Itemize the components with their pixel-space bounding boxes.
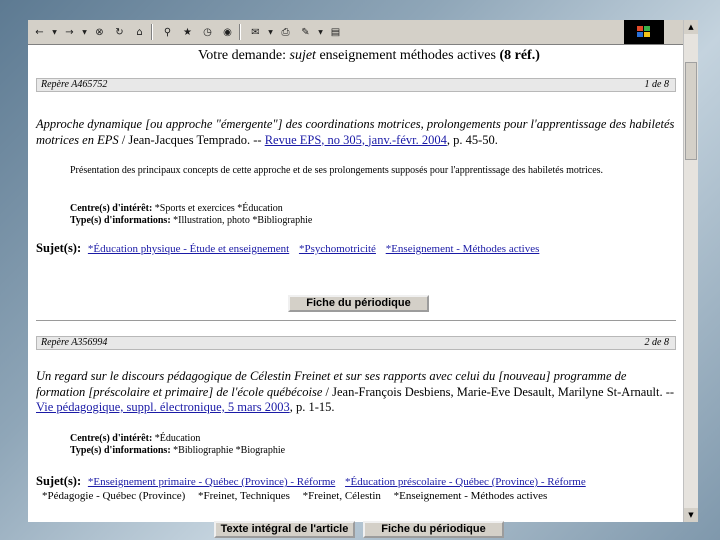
record-header [36, 78, 676, 92]
record-source-link[interactable]: Vie pédagogique, suppl. électronique, 5 mars 2003 [36, 400, 290, 414]
search-request [198, 48, 540, 64]
request-keyword: sujet [289, 48, 316, 63]
periodical-record-button[interactable]: Fiche du périodique [363, 521, 504, 538]
media-icon[interactable]: ◉ [223, 26, 232, 38]
record-subjects [36, 241, 546, 256]
record-subjects-continued [42, 490, 557, 502]
record-interest [70, 433, 200, 445]
interest-value: *Sports et exercices *Éducation [154, 203, 283, 214]
request-count: (8 réf.) [499, 48, 540, 63]
subject-link[interactable]: *Enseignement primaire - Québec (Province) - Réforme [87, 476, 336, 488]
print-icon[interactable]: ⎙ [281, 26, 290, 38]
browser-window [28, 20, 698, 535]
mail-dropdown-icon[interactable]: ▼ [268, 28, 273, 36]
subjects-label: Sujet(s): [36, 474, 82, 488]
discuss-icon[interactable]: ▤ [330, 26, 341, 38]
record-citation [36, 369, 676, 416]
info-label: Type(s) d'informations: [70, 215, 171, 226]
scroll-up-icon[interactable]: ▲ [684, 20, 698, 34]
interest-value: *Éducation [154, 433, 201, 444]
subject-item: *Enseignement - Méthodes actives [393, 490, 548, 502]
record-position: 2 de 8 [644, 337, 669, 348]
interest-label: Centre(s) d'intérêt: [70, 203, 153, 214]
record-author: / Jean-Jacques Temprado. -- [118, 132, 265, 147]
record-id: Repère A465752 [41, 79, 108, 90]
record-subjects [36, 474, 593, 489]
vertical-scrollbar[interactable] [683, 20, 698, 522]
info-value: *Illustration, photo *Bibliographie [173, 215, 313, 226]
record-author: / Jean-François Desbiens, Marie-Eve Desault, Marilyne St-Arnault. -- [322, 384, 675, 399]
subject-link[interactable]: *Éducation physique - Étude et enseignement [87, 243, 290, 255]
record-source-link[interactable]: Revue EPS, no 305, janv.-févr. 2004 [264, 132, 447, 147]
back-icon[interactable]: ← [35, 26, 44, 38]
scroll-down-icon[interactable]: ▼ [684, 508, 698, 522]
browser-toolbar [28, 20, 698, 45]
record-header [36, 336, 676, 350]
toolbar-separator [151, 24, 153, 40]
history-icon[interactable]: ◷ [203, 26, 212, 38]
favorites-icon[interactable]: ★ [183, 26, 192, 38]
record-position: 1 de 8 [644, 79, 669, 90]
home-icon[interactable]: ⌂ [136, 26, 143, 38]
edit-dropdown-icon[interactable]: ▼ [318, 28, 323, 36]
record-info-types [70, 215, 312, 227]
record-citation [36, 117, 676, 148]
toolbar-separator [239, 24, 241, 40]
mail-icon[interactable]: ✉ [251, 26, 260, 38]
interest-label: Centre(s) d'intérêt: [70, 433, 153, 444]
subject-item: *Freinet, Techniques [198, 490, 290, 502]
edit-icon[interactable]: ✎ [301, 26, 310, 38]
back-dropdown-icon[interactable]: ▼ [52, 28, 57, 36]
subject-link[interactable]: *Éducation préscolaire - Québec (Province) - Réforme [345, 476, 586, 488]
full-text-button[interactable]: Texte intégral de l'article [214, 521, 355, 538]
record-pages: , p. 1-15. [289, 400, 335, 414]
subject-link[interactable]: *Enseignement - Méthodes actives [385, 243, 540, 255]
record-title: Approche dynamique [ou approche "émergente"] des coordinations motrices, prolongements pour l'apprentissage des habiletés motrices en EPS [36, 117, 675, 147]
record-divider [36, 320, 676, 321]
request-prefix: Votre demande: [198, 48, 286, 63]
record-info-types [70, 445, 285, 457]
subject-link[interactable]: *Psychomotricité [298, 243, 376, 255]
info-value: *Bibliographie *Biographie [173, 445, 286, 456]
forward-icon[interactable]: → [65, 26, 74, 38]
search-icon[interactable]: ⚲ [163, 26, 172, 38]
subjects-label: Sujet(s): [36, 241, 82, 255]
refresh-icon[interactable]: ↻ [115, 26, 124, 38]
periodical-record-button[interactable]: Fiche du périodique [288, 295, 429, 312]
stop-icon[interactable]: ⊗ [95, 26, 104, 38]
subject-item: *Freinet, Célestin [302, 490, 381, 502]
request-terms: enseignement méthodes actives [319, 48, 496, 63]
scroll-thumb[interactable] [685, 62, 697, 160]
forward-dropdown-icon[interactable]: ▼ [82, 28, 87, 36]
record-pages: , p. 45-50. [446, 132, 498, 147]
page-content [28, 44, 683, 535]
record-id: Repère A356994 [41, 337, 108, 348]
record-title: Un regard sur le discours pédagogique de Célestin Freinet et sur ses rapports avec celui du [nouveau] programme de formation [préscolaire et primaire] de l'école québécoise [36, 369, 627, 399]
windows-logo-icon [624, 20, 664, 44]
info-label: Type(s) d'informations: [70, 445, 171, 456]
subject-item: *Pédagogie - Québec (Province) [42, 490, 186, 502]
record-summary: Présentation des principaux concepts de cette approche et de ses prolongements supposés pour l'apprentissage des habiletés motrices. [70, 165, 604, 176]
record-interest [70, 203, 283, 215]
